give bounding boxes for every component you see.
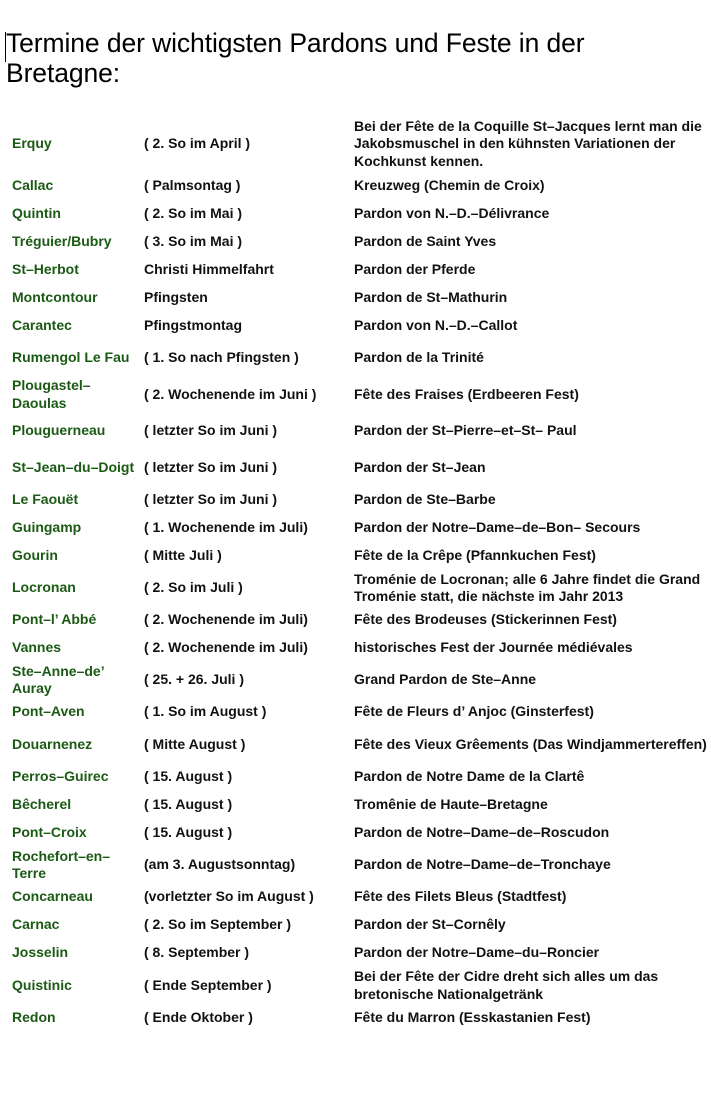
table-row [8,883,711,911]
table-row [8,312,711,340]
event-description: Tromênie de Haute–Bretagne [354,796,548,813]
event-place: Douarnenez [12,735,93,752]
table-row [8,514,711,542]
event-date: ( letzter So im Juni ) [144,491,278,508]
table-row [8,726,711,763]
event-description: Pardon der St–Cornêly [354,916,506,933]
table-row [8,847,711,883]
event-place: Montcontour [12,289,98,306]
table-row [8,1004,711,1032]
event-place: Carantec [12,317,72,334]
event-description: Kreuzweg (Chemin de Croix) [354,177,545,194]
event-date: ( Palmsontag ) [144,177,241,194]
table-row [8,763,711,791]
table-row [8,228,711,256]
table-row [8,340,711,376]
event-description: Pardon de St–Mathurin [354,289,508,306]
event-description: Pardon von N.–D.–Callot [354,317,518,334]
event-date: ( 1. So nach Pfingsten ) [144,349,299,366]
event-place: Rochefort–en–Terre [12,847,111,881]
event-place: Quintin [12,205,61,222]
event-place: St–Jean–du–Doigt [12,458,135,475]
event-date: ( 3. So im Mai ) [144,233,243,250]
event-date: ( 15. August ) [144,768,233,785]
event-date: Pfingsten [144,289,208,306]
event-place: Tréguier/Bubry [12,233,112,250]
event-place: Locronan [12,579,76,596]
table-row [8,570,711,606]
event-date: (vorletzter So im August ) [144,888,314,905]
event-description: Grand Pardon de Ste–Anne [354,671,537,688]
event-date: ( 15. August ) [144,796,233,813]
event-place: Plouguerneau [12,422,106,439]
event-place: Pont–l’ Abbé [12,611,97,628]
event-description: Fête des Vieux Grêements (Das Windjammertereffen) [354,735,707,752]
event-date: Christi Himmelfahrt [144,261,274,278]
event-date: ( Ende Oktober ) [144,1009,253,1026]
event-date: ( 2. Wochenende im Juli) [144,611,308,628]
event-description: Bei der Fête de la Coquille St–Jacques lernt man die Jakobsmuschel in den kühnsten Variationen der Kochkunst kennen. [354,117,702,169]
event-date: ( 1. Wochenende im Juli) [144,519,308,536]
table-row [8,200,711,228]
event-description: Pardon von N.–D.–Délivrance [354,205,550,222]
event-place: Le Faouët [12,491,79,508]
event-description: Pardon der Notre–Dame–de–Bon– Secours [354,519,641,536]
event-place: Rumengol Le Fau [12,349,130,366]
table-row [8,634,711,662]
event-description: Pardon de Notre Dame de la Clartê [354,768,585,785]
table-row [8,413,711,449]
event-description: Bei der Fête der Cidre dreht sich alles um das bretonische Nationalgetränk [354,968,659,1002]
event-description: Pardon de Notre–Dame–de–Tronchaye [354,856,611,873]
event-date: ( 2. So im Juli ) [144,579,243,596]
event-date: ( 2. So im April ) [144,135,251,152]
event-description: historisches Fest der Journée médiévales [354,639,633,656]
table-row [8,606,711,634]
event-date: ( 25. + 26. Juli ) [144,671,244,688]
event-date: ( 8. September ) [144,944,250,961]
event-description: Pardon der Notre–Dame–du–Roncier [354,944,600,961]
event-place: Quistinic [12,976,72,993]
event-description: Pardon de Notre–Dame–de–Roscudon [354,824,610,841]
table-row [8,486,711,514]
event-place: Callac [12,177,54,194]
table-row [8,542,711,570]
table-row [8,819,711,847]
table-row [8,967,711,1004]
event-place: St–Herbot [12,261,79,278]
event-date: ( 2. So im Mai ) [144,205,243,222]
event-description: Fête des Brodeuses (Stickerinnen Fest) [354,611,617,628]
event-date: ( Ende September ) [144,976,272,993]
event-date: ( 15. August ) [144,824,233,841]
event-description: Fête de Fleurs d’ Anjoc (Ginsterfest) [354,703,594,720]
table-row [8,791,711,819]
event-date: Pfingstmontag [144,317,242,334]
event-description: Fête des Filets Bleus (Stadtfest) [354,888,567,905]
table-row [8,662,711,698]
event-description: Pardon de Ste–Barbe [354,491,496,508]
event-place: Josselin [12,944,69,961]
event-date: ( letzter So im Juni ) [144,458,278,475]
page-title: Termine der wichtigsten Pardons und Feste in der Bretagne: [6,28,585,88]
event-date: ( 2. Wochenende im Juli) [144,639,308,656]
table-row [8,116,711,172]
table-row [8,939,711,967]
event-place: Plougastel–Daoulas [12,377,91,411]
event-place: Erquy [12,135,52,152]
event-date: ( letzter So im Juni ) [144,422,278,439]
table-row [8,449,711,486]
table-row [8,698,711,726]
event-date: (am 3. Augustsonntag) [144,856,296,873]
event-description: Pardon der St–Pierre–et–St– Paul [354,422,577,439]
event-date: ( 2. Wochenende im Juni ) [144,385,317,402]
event-description: Pardon der St–Jean [354,458,486,475]
event-place: Carnac [12,916,60,933]
table-row [8,376,711,413]
table-row [8,284,711,312]
event-description: Pardon der Pferde [354,261,476,278]
event-description: Troménie de Locronan; alle 6 Jahre findet die Grand Troménie statt, die nächste im Jahr 2013 [354,570,701,604]
table-row [8,172,711,200]
event-description: Fête de la Crêpe (Pfannkuchen Fest) [354,547,596,564]
event-place: Redon [12,1009,56,1026]
table-row [8,911,711,939]
event-place: Concarneau [12,888,93,905]
event-description: Fête des Fraises (Erdbeeren Fest) [354,385,579,402]
event-place: Vannes [12,639,62,656]
event-date: ( Mitte August ) [144,735,246,752]
event-place: Ste–Anne–de’ Auray [12,662,104,696]
events-table-body [8,116,711,1032]
event-date: ( 1. So im August ) [144,703,267,720]
events-table [8,116,711,1032]
event-place: Guingamp [12,519,82,536]
event-description: Fête du Marron (Esskastanien Fest) [354,1009,591,1026]
event-place: Perros–Guirec [12,768,109,785]
event-date: ( Mitte Juli ) [144,547,222,564]
event-date: ( 2. So im September ) [144,916,292,933]
event-place: Bêcherel [12,796,72,813]
event-description: Pardon de Saint Yves [354,233,497,250]
event-description: Pardon de la Trinité [354,349,484,366]
table-row [8,256,711,284]
event-place: Gourin [12,547,58,564]
event-place: Pont–Aven [12,703,85,720]
event-place: Pont–Croix [12,824,87,841]
